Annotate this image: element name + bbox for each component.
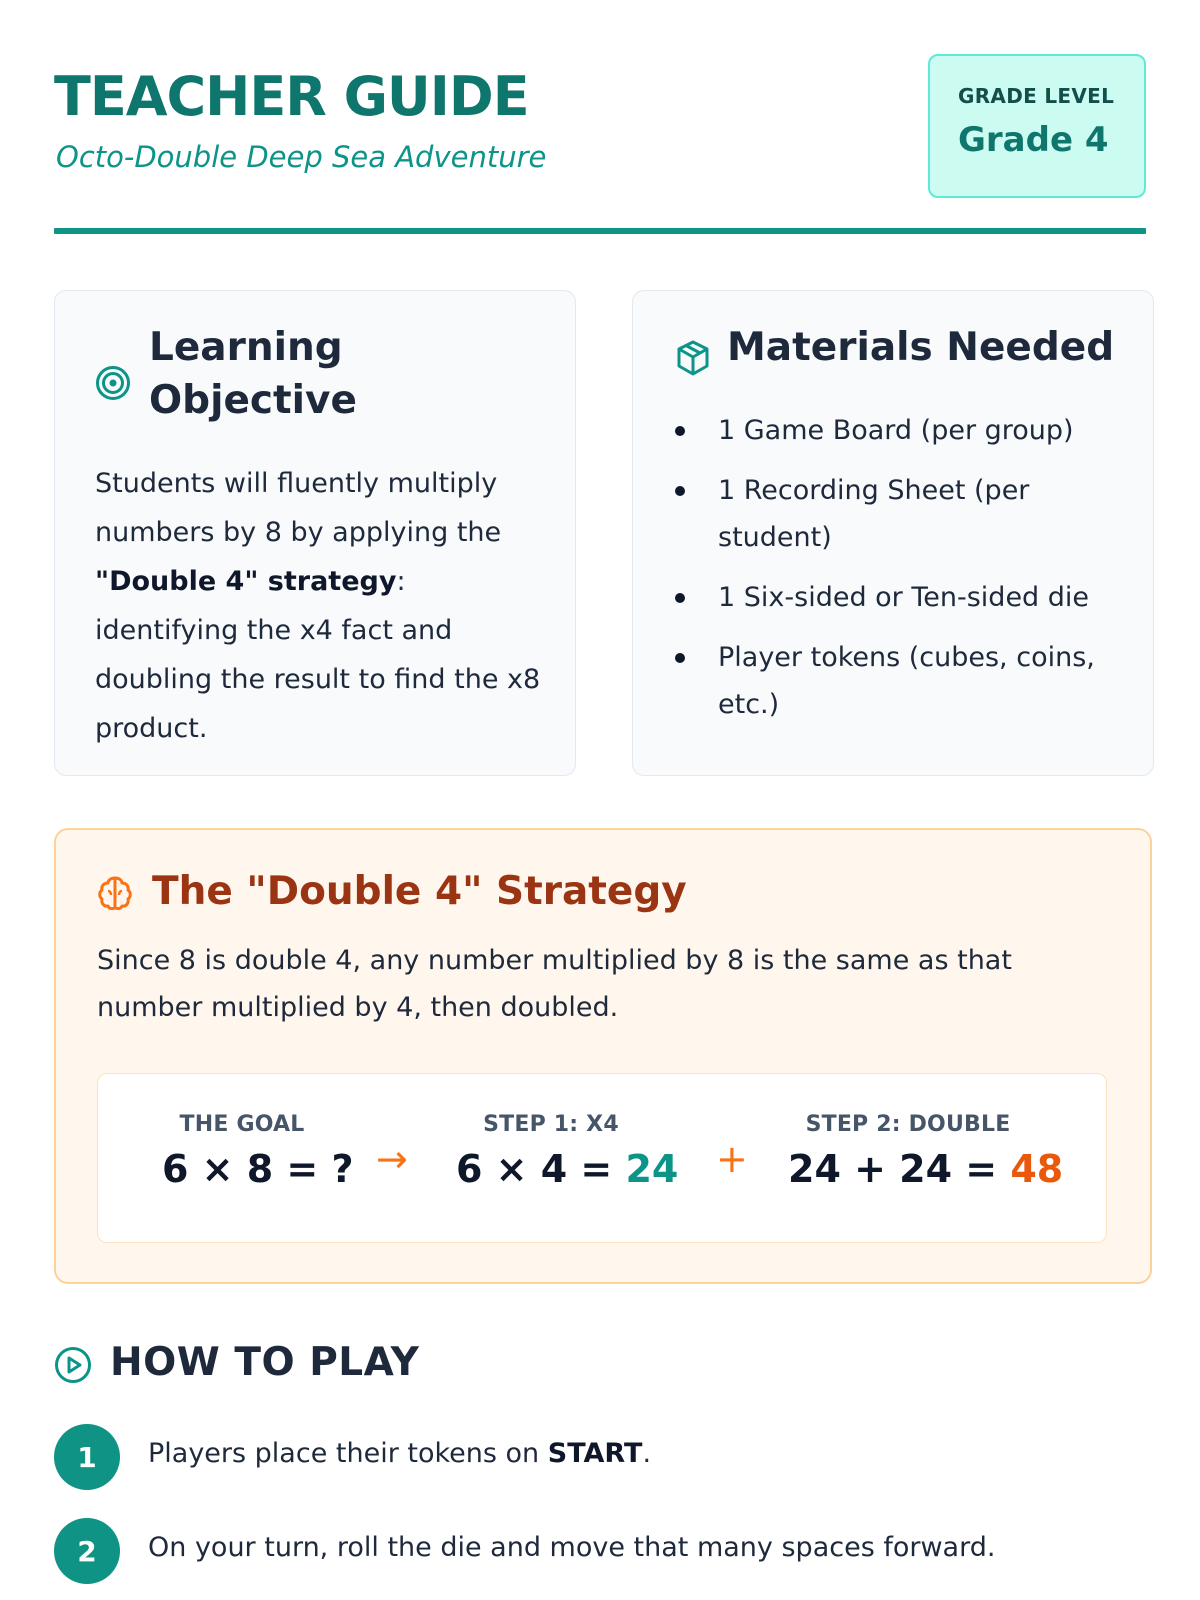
header-divider xyxy=(54,228,1146,234)
step2-result: 48 xyxy=(1010,1147,1064,1191)
strategy-title: The "Double 4" Strategy xyxy=(152,869,687,914)
bullet-icon xyxy=(675,653,685,663)
learning-objective-text xyxy=(95,459,545,753)
list-item xyxy=(54,1518,1146,1584)
box-icon xyxy=(675,339,711,381)
step2-label: STEP 2: DOUBLE xyxy=(805,1112,1011,1137)
material-label: Player tokens (cubes, coins, etc.) xyxy=(718,642,1095,720)
strategy-equation-box xyxy=(97,1073,1107,1243)
bullet-icon xyxy=(675,593,685,603)
materials-list xyxy=(675,407,1115,741)
goal-expression: 6 × 8 = ? xyxy=(162,1147,354,1191)
target-icon xyxy=(95,365,131,405)
objective-strategy-emphasis: "Double 4" strategy xyxy=(95,566,397,597)
grade-level-value: Grade 4 xyxy=(958,120,1109,160)
objective-text-part: : identifying the x4 fact and doubling the result to find the x8 product. xyxy=(95,566,541,744)
brain-icon xyxy=(96,874,134,916)
step1-expression xyxy=(456,1147,679,1191)
goal-equation xyxy=(162,1112,354,1191)
step1-result: 24 xyxy=(625,1147,679,1191)
material-label: 1 Recording Sheet (per student) xyxy=(718,475,1030,553)
material-label: 1 Six-sided or Ten-sided die xyxy=(718,582,1090,613)
goal-label: THE GOAL xyxy=(179,1112,305,1137)
materials-title: Materials Needed xyxy=(727,325,1115,370)
bullet-icon xyxy=(675,486,685,496)
step1-expr-text: 6 × 4 = xyxy=(456,1147,626,1191)
step2-expression xyxy=(788,1147,1064,1191)
page-title: TEACHER GUIDE xyxy=(54,65,529,128)
step-text-part: On your turn, roll the die and move that many spaces forward. xyxy=(148,1532,996,1563)
step-text-part: Players place their tokens on xyxy=(148,1438,548,1469)
step-number-badge: 1 xyxy=(54,1424,120,1490)
learning-objective-card xyxy=(54,290,576,776)
bullet-icon xyxy=(675,426,685,436)
grade-level-label: GRADE LEVEL xyxy=(958,84,1115,108)
step-text-part: . xyxy=(642,1438,652,1469)
list-item xyxy=(675,634,1115,728)
play-circle-icon xyxy=(54,1346,92,1388)
header xyxy=(54,52,1146,238)
plus-icon: + xyxy=(716,1137,748,1181)
page-subtitle: Octo-Double Deep Sea Adventure xyxy=(56,140,547,174)
step-text-emphasis: START xyxy=(547,1438,643,1469)
how-to-play-title: HOW TO PLAY xyxy=(110,1340,420,1385)
list-item xyxy=(675,407,1115,454)
list-item xyxy=(675,467,1115,561)
step-text xyxy=(148,1528,995,1568)
materials-card xyxy=(632,290,1154,776)
step-number-badge: 2 xyxy=(54,1518,120,1584)
step1-equation xyxy=(456,1112,679,1191)
double-4-strategy-panel xyxy=(54,828,1152,1284)
learning-objective-title: Learning Objective xyxy=(149,325,357,423)
material-label: 1 Game Board (per group) xyxy=(718,415,1074,446)
list-item xyxy=(675,574,1115,621)
objective-text-part: Students will fluently multiply numbers by 8 by applying the xyxy=(95,468,502,548)
step2-equation xyxy=(788,1112,1064,1191)
step-text xyxy=(148,1434,651,1474)
step2-expr-text: 24 + 24 = xyxy=(788,1147,1011,1191)
list-item xyxy=(54,1424,1146,1490)
strategy-description: Since 8 is double 4, any number multiplied by 8 is the same as that number multiplied by 4, then doubled. xyxy=(97,945,1012,1023)
step1-label: STEP 1: X4 xyxy=(483,1112,619,1137)
arrow-right-icon: → xyxy=(376,1137,408,1181)
grade-level-badge xyxy=(928,54,1146,198)
